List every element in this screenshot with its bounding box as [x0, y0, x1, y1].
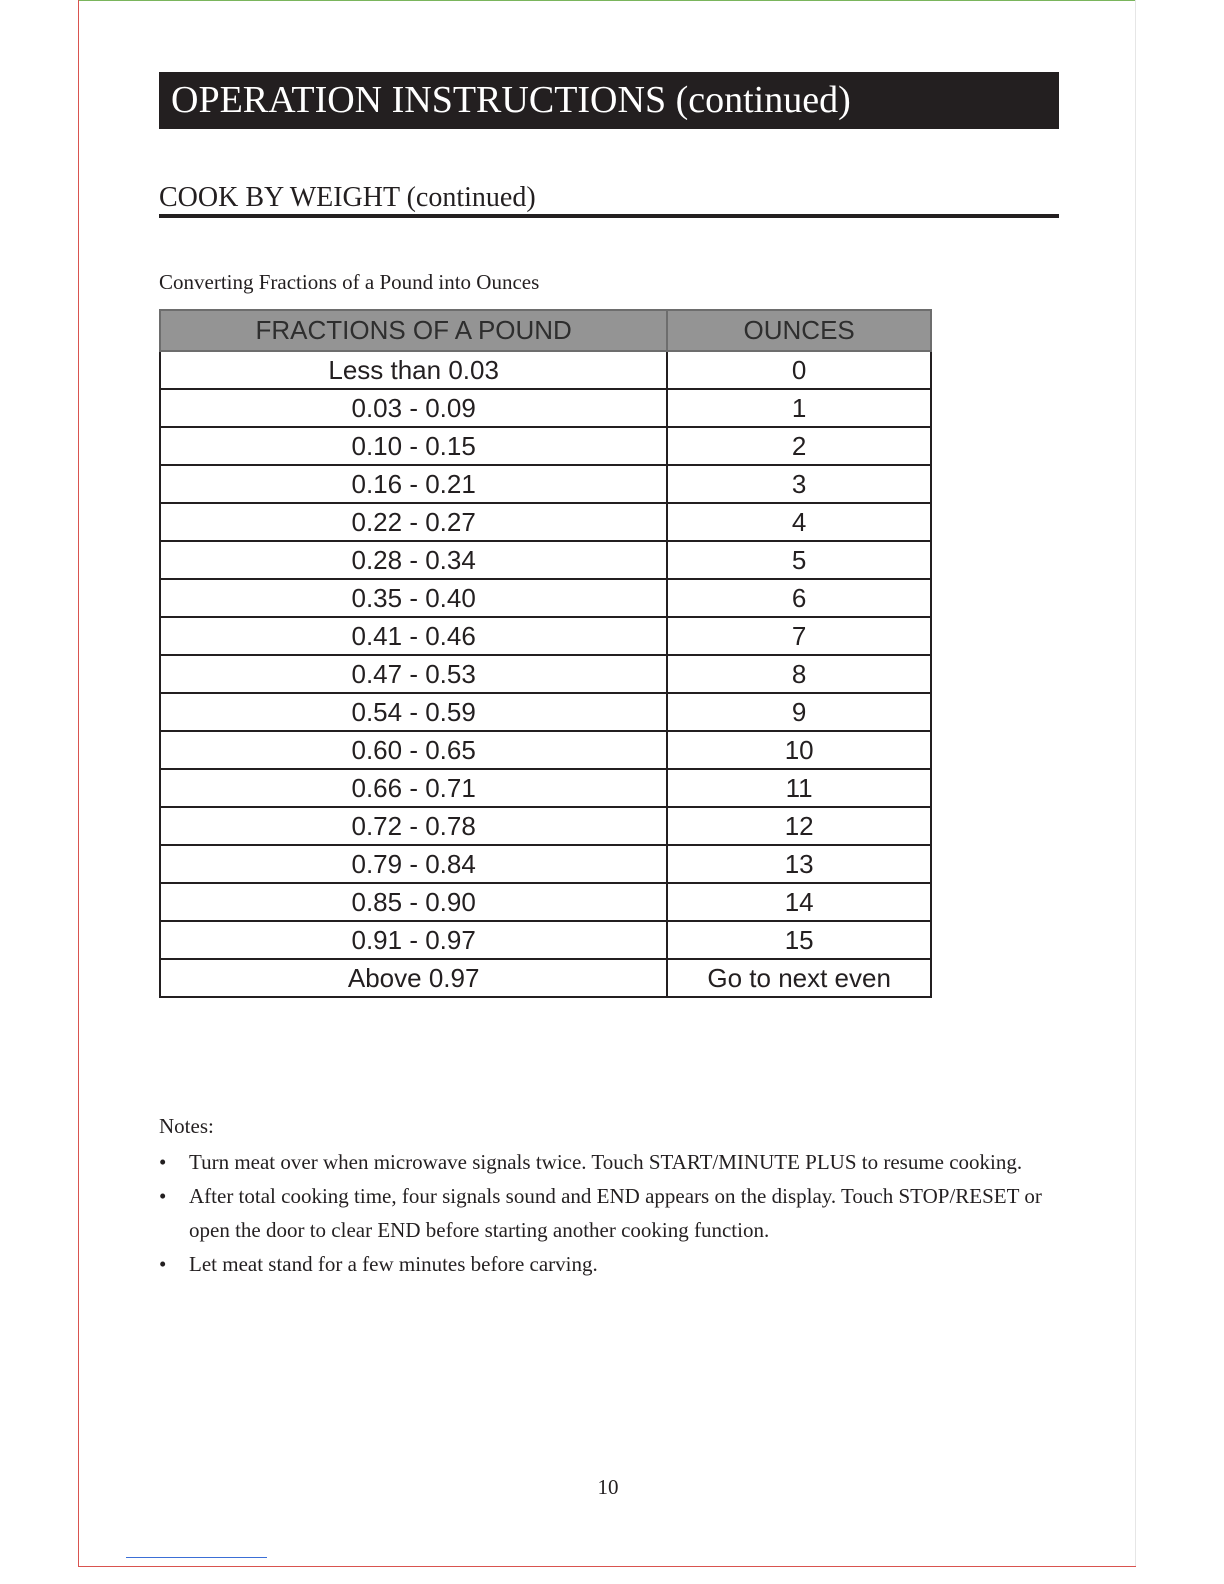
- ounces-cell: 14: [667, 883, 931, 921]
- header-fractions: FRACTIONS OF A POUND: [160, 310, 667, 351]
- table-row: [160, 617, 931, 655]
- fraction-cell: 0.79 - 0.84: [160, 845, 667, 883]
- crop-mark-left: [78, 0, 79, 1566]
- table-caption: Converting Fractions of a Pound into Ounces: [159, 270, 540, 294]
- ounces-cell: 12: [667, 807, 931, 845]
- ounces-cell: 6: [667, 579, 931, 617]
- fraction-cell: 0.72 - 0.78: [160, 807, 667, 845]
- crop-mark-top: [78, 0, 1136, 1]
- conversion-table: [159, 309, 932, 998]
- list-item: [159, 1145, 1059, 1179]
- table-row: [160, 427, 931, 465]
- ounces-cell: 3: [667, 465, 931, 503]
- ounces-cell: 5: [667, 541, 931, 579]
- table-row: [160, 541, 931, 579]
- bullet-icon: •: [159, 1252, 167, 1276]
- page-number: 10: [597, 1475, 619, 1499]
- table-row: [160, 921, 931, 959]
- table-row: [160, 883, 931, 921]
- crop-mark-blue: [126, 1557, 267, 1558]
- ounces-cell: Go to next even: [667, 959, 931, 997]
- table-row: [160, 465, 931, 503]
- notes-list: [159, 1145, 1059, 1281]
- fraction-cell: 0.16 - 0.21: [160, 465, 667, 503]
- table-row: [160, 959, 931, 997]
- table-row: [160, 731, 931, 769]
- table-header-row: [160, 310, 931, 351]
- fraction-cell: Above 0.97: [160, 959, 667, 997]
- table-row: [160, 807, 931, 845]
- ounces-cell: 10: [667, 731, 931, 769]
- header-ounces: OUNCES: [667, 310, 931, 351]
- section-rule: [159, 214, 1059, 218]
- note-text: After total cooking time, four signals sound and END appears on the display. Touch STOP/RESET or open the door to clear END before starting another cooking function.: [189, 1184, 1042, 1242]
- ounces-cell: 4: [667, 503, 931, 541]
- fraction-cell: 0.54 - 0.59: [160, 693, 667, 731]
- fraction-cell: 0.66 - 0.71: [160, 769, 667, 807]
- ounces-cell: 9: [667, 693, 931, 731]
- table-row: [160, 845, 931, 883]
- ounces-cell: 11: [667, 769, 931, 807]
- ounces-cell: 0: [667, 351, 931, 389]
- fraction-cell: 0.03 - 0.09: [160, 389, 667, 427]
- note-text: Let meat stand for a few minutes before carving.: [189, 1252, 598, 1276]
- page-banner: OPERATION INSTRUCTIONS (continued): [159, 72, 1059, 129]
- list-item: [159, 1247, 1059, 1281]
- fraction-cell: 0.91 - 0.97: [160, 921, 667, 959]
- section-title: COOK BY WEIGHT (continued): [159, 182, 536, 213]
- ounces-cell: 2: [667, 427, 931, 465]
- fraction-cell: Less than 0.03: [160, 351, 667, 389]
- ounces-cell: 8: [667, 655, 931, 693]
- fraction-cell: 0.22 - 0.27: [160, 503, 667, 541]
- ounces-cell: 7: [667, 617, 931, 655]
- ounces-cell: 15: [667, 921, 931, 959]
- note-text: Turn meat over when microwave signals twice. Touch START/MINUTE PLUS to resume cooking.: [189, 1150, 1023, 1174]
- fraction-cell: 0.28 - 0.34: [160, 541, 667, 579]
- notes-label: Notes:: [159, 1114, 214, 1138]
- fraction-cell: 0.41 - 0.46: [160, 617, 667, 655]
- ounces-cell: 1: [667, 389, 931, 427]
- fraction-cell: 0.35 - 0.40: [160, 579, 667, 617]
- table-row: [160, 769, 931, 807]
- fraction-cell: 0.60 - 0.65: [160, 731, 667, 769]
- table-row: [160, 351, 931, 389]
- fraction-cell: 0.47 - 0.53: [160, 655, 667, 693]
- bullet-icon: •: [159, 1150, 167, 1174]
- crop-mark-bottom: [78, 1566, 1136, 1567]
- list-item: [159, 1179, 1059, 1247]
- table-row: [160, 579, 931, 617]
- table-row: [160, 693, 931, 731]
- bullet-icon: •: [159, 1184, 167, 1208]
- fraction-cell: 0.10 - 0.15: [160, 427, 667, 465]
- table-row: [160, 655, 931, 693]
- crop-mark-right: [1135, 0, 1136, 1566]
- fraction-cell: 0.85 - 0.90: [160, 883, 667, 921]
- ounces-cell: 13: [667, 845, 931, 883]
- table-row: [160, 389, 931, 427]
- table-row: [160, 503, 931, 541]
